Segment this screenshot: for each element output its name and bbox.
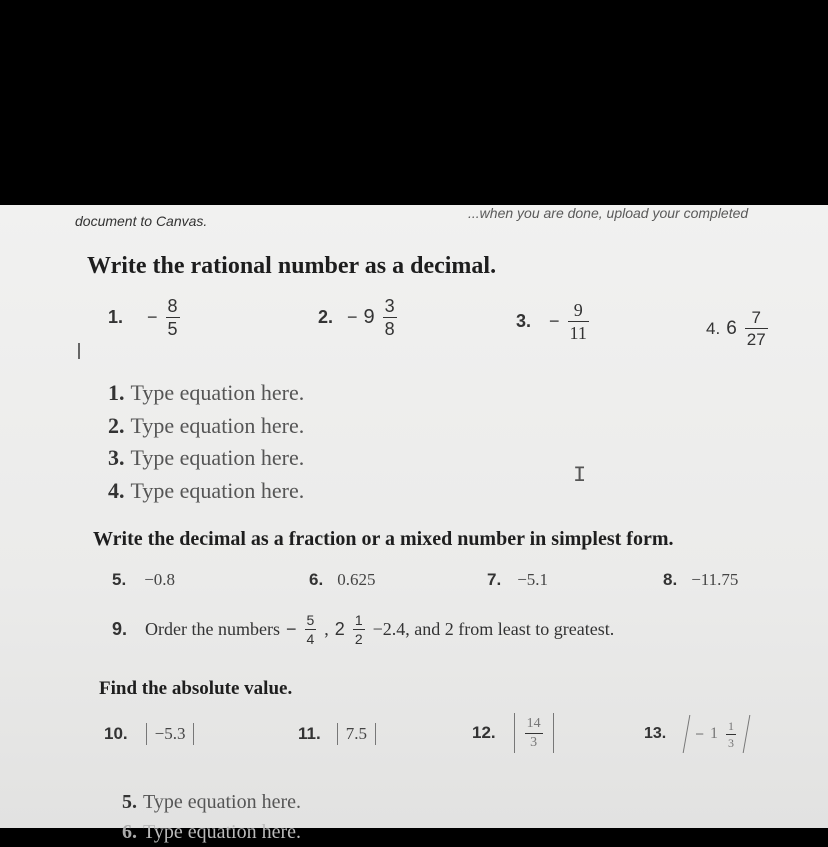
absolute-bar xyxy=(683,715,691,753)
text-cursor-icon: I xyxy=(573,463,587,488)
answer-label: 6. xyxy=(122,821,137,843)
denominator: 5 xyxy=(167,319,178,339)
decimal-value: −11.75 xyxy=(691,570,739,589)
section-heading-fraction: Write the decimal as a fraction or a mixed number in simplest form. xyxy=(93,528,674,550)
fraction xyxy=(305,613,317,646)
problem-1 xyxy=(108,297,182,338)
problem-4 xyxy=(706,309,770,348)
fraction xyxy=(726,720,736,749)
problem-7 xyxy=(487,570,548,590)
absolute-bar xyxy=(375,723,376,745)
fraction-bar xyxy=(305,629,317,630)
problem-number: 6. xyxy=(309,570,324,589)
problem-number: 11. xyxy=(298,724,321,743)
problem-13 xyxy=(644,715,749,753)
answer-line[interactable] xyxy=(108,377,304,410)
fraction xyxy=(166,297,180,338)
problem-number: 9. xyxy=(112,619,128,639)
absolute-bar xyxy=(146,723,147,745)
problem-10 xyxy=(104,723,196,745)
problem-number: 4. xyxy=(706,318,721,338)
denominator: 3 xyxy=(728,735,735,750)
problem-number: 3. xyxy=(516,311,532,331)
absolute-value: 7.5 xyxy=(345,724,367,743)
fraction-bar xyxy=(726,734,736,735)
problem-11 xyxy=(298,723,378,745)
margin-mark xyxy=(78,343,80,359)
numerator: 8 xyxy=(167,296,178,316)
fraction xyxy=(383,297,397,338)
answer-line[interactable] xyxy=(108,442,304,475)
fraction xyxy=(745,309,768,348)
decimal-value: −5.1 xyxy=(517,570,549,589)
answer-line[interactable] xyxy=(122,787,301,817)
fraction xyxy=(525,717,543,750)
decimal-value: −0.8 xyxy=(144,570,176,589)
answer-line[interactable] xyxy=(108,410,304,443)
numerator: 9 xyxy=(573,300,583,320)
answer-label: 5. xyxy=(122,791,137,813)
sign: − xyxy=(695,725,705,743)
worksheet-page xyxy=(0,205,828,843)
fraction-bar xyxy=(166,317,180,318)
absolute-bar xyxy=(743,715,751,753)
problem-number: 8. xyxy=(663,570,678,589)
numerator: 14 xyxy=(526,715,541,731)
whole-number: 1 xyxy=(710,725,719,742)
absolute-bar xyxy=(553,713,554,753)
comma: , xyxy=(324,619,329,639)
order-suffix: −2.4, and 2 from least to greatest. xyxy=(372,619,615,639)
problem-6 xyxy=(309,570,375,590)
absolute-bar xyxy=(514,713,515,753)
equation-placeholder[interactable]: Type equation here. xyxy=(130,412,305,438)
denominator: 3 xyxy=(530,734,538,750)
absolute-bar xyxy=(193,723,194,745)
sign: − xyxy=(549,311,560,331)
numerator: 1 xyxy=(354,612,363,628)
whole-number: 9 xyxy=(363,306,375,328)
answer-list-5-6 xyxy=(122,787,301,847)
whole-number: 6 xyxy=(726,317,737,339)
fraction-bar xyxy=(353,629,365,630)
problem-number: 7. xyxy=(487,570,502,589)
problem-9 xyxy=(112,613,614,646)
section-heading-absolute: Find the absolute value. xyxy=(99,678,293,699)
answer-label: 2. xyxy=(108,412,125,438)
answer-label: 4. xyxy=(108,477,125,503)
numerator: 5 xyxy=(306,612,315,628)
numerator: 3 xyxy=(384,296,395,316)
equation-placeholder[interactable]: Type equation here. xyxy=(130,445,305,470)
fraction-bar xyxy=(525,733,543,734)
problem-number: 13. xyxy=(644,725,667,742)
numerator: 7 xyxy=(751,308,761,327)
denominator: 2 xyxy=(354,631,363,647)
problem-2 xyxy=(318,297,399,338)
problem-12 xyxy=(472,713,556,753)
fraction-bar xyxy=(745,328,768,329)
denominator: 4 xyxy=(306,631,315,647)
absolute-bar xyxy=(337,723,338,745)
sign: − xyxy=(285,619,297,639)
denominator: 11 xyxy=(569,323,587,343)
problem-number: 10. xyxy=(104,724,128,743)
section-heading-decimal: Write the rational number as a decimal. xyxy=(87,253,497,279)
denominator: 27 xyxy=(746,330,766,349)
fraction xyxy=(353,613,365,646)
denominator: 8 xyxy=(384,319,395,339)
problem-number: 1. xyxy=(108,307,124,327)
sign: − xyxy=(147,307,158,327)
order-prefix: Order the numbers xyxy=(145,619,280,639)
equation-placeholder[interactable]: Type equation here. xyxy=(130,477,305,503)
equation-placeholder[interactable]: Type equation here. xyxy=(130,380,305,405)
fraction-bar xyxy=(568,321,589,322)
problem-5 xyxy=(112,570,175,590)
answer-line[interactable] xyxy=(122,817,301,847)
equation-placeholder[interactable]: Type equation here. xyxy=(143,821,301,843)
problem-number: 2. xyxy=(318,307,334,327)
problem-number: 12. xyxy=(472,723,496,742)
equation-placeholder[interactable]: Type equation here. xyxy=(143,791,301,813)
problem-number: 5. xyxy=(112,570,127,589)
answer-list-1-4 xyxy=(108,377,304,507)
numerator: 1 xyxy=(728,718,735,733)
whole-number: 2 xyxy=(334,619,345,639)
fraction-bar xyxy=(383,317,397,318)
absolute-value: −5.3 xyxy=(154,724,186,743)
instructions-line: ...when you are done, upload your completed xyxy=(468,205,749,221)
sign: − xyxy=(347,307,358,327)
answer-label: 1. xyxy=(108,380,125,405)
problem-3 xyxy=(516,301,591,342)
fraction xyxy=(568,301,589,342)
answer-label: 3. xyxy=(108,445,125,470)
decimal-value: 0.625 xyxy=(337,570,376,589)
instructions-continued: document to Canvas. xyxy=(75,213,208,229)
answer-line[interactable] xyxy=(108,475,304,508)
problem-8 xyxy=(663,570,738,590)
